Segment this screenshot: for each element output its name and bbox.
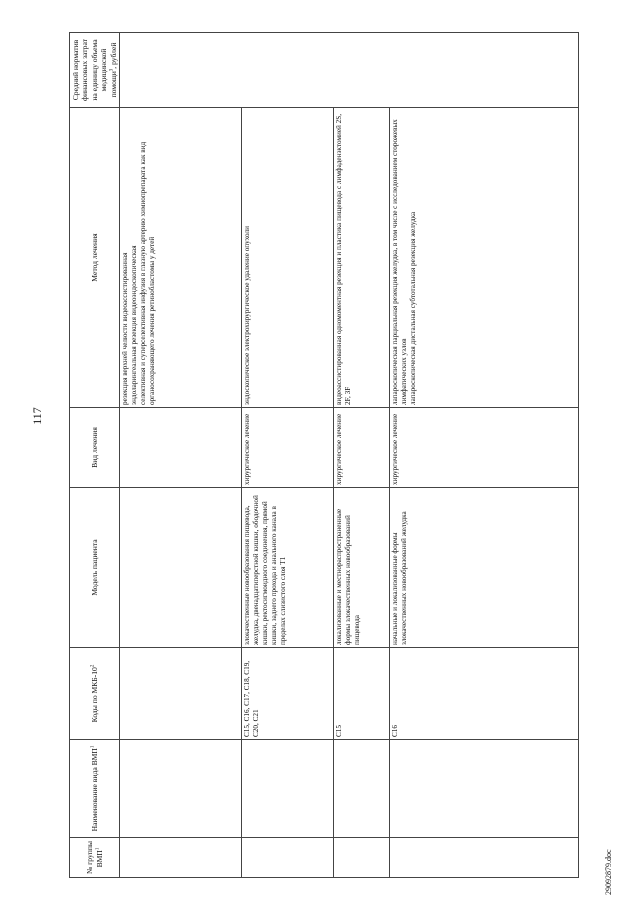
- table-row: [242, 33, 334, 878]
- footer-document-code: 29092879.doc: [604, 849, 613, 895]
- cell-method: [390, 108, 579, 408]
- header-group-number: № группы ВМП$^1$: [70, 838, 120, 878]
- treatment-table: [69, 32, 579, 878]
- cell-method: [334, 108, 390, 408]
- header-vmp-name: Наименование вида ВМП$^1$: [70, 740, 120, 838]
- header-treatment-method: Метод лечения: [70, 108, 120, 408]
- method-line: эндоскопическое электрохирургическое удаление опухоли: [243, 226, 252, 405]
- method-line: резекция верхней челюсти видеоассистированная: [121, 252, 130, 405]
- cell-model: [120, 488, 242, 648]
- cell-icd: C15, C16, C17, C18, C19, C20, C21: [242, 648, 334, 740]
- rotated-table-container: [69, 33, 579, 878]
- cell-group-number: [242, 838, 334, 878]
- header-cost-norm: Средний норматив финансовых затрат на единицу объема медицинской помощи$^3$, рублей: [70, 33, 120, 108]
- cell-model: злокачественные новообразования пищевода, желудка, двенадцатиперстной кишки, ободочной кишки, ректосигмоидного соединения, прямой кишки, заднего прохода и анального канала в пределах слизистого слоя T1: [242, 488, 334, 648]
- cell-type: хирургическое лечение: [334, 408, 390, 488]
- cell-model: начальные и локализованные формы злокачественных новообразований желудка: [390, 488, 579, 648]
- cell-method: [242, 108, 334, 408]
- method-line: селективная и суперселективная инфузия в глазную артерию химиопрепарата как вид органосохраняющего лечения ретинобластомы у детей: [139, 141, 157, 405]
- cell-model: локализованные и местнораспространенные формы злокачественных новообразований пищевода: [334, 488, 390, 648]
- cell-icd: [120, 648, 242, 740]
- page-number: 117: [30, 407, 44, 425]
- table-row: [120, 33, 242, 878]
- header-treatment-type: Вид лечения: [70, 408, 120, 488]
- table-row: [390, 33, 579, 878]
- table-header-row: [70, 33, 120, 878]
- header-icd-codes: Коды по МКБ-$10^2$: [70, 648, 120, 740]
- cell-vmp-name: [390, 740, 579, 838]
- cell-vmp-name: [242, 740, 334, 838]
- table-row: [334, 33, 390, 878]
- cell-method: [120, 108, 242, 408]
- method-line: лапароскопическая парциальная резекция желудка, в том числе с исследованием сторожевых лимфатических узлов: [391, 119, 409, 405]
- cell-type: хирургическое лечение: [390, 408, 579, 488]
- cell-vmp-name: [120, 740, 242, 838]
- cell-group-number: [390, 838, 579, 878]
- cell-icd: C16: [390, 648, 579, 740]
- cell-cost: [120, 33, 579, 108]
- cell-type: [120, 408, 242, 488]
- method-line: видеоассистированная одномоментная резекция и пластика пищевода с лимфаденэктомией 2S, 2F, 3F: [335, 113, 353, 405]
- cell-vmp-name: [334, 740, 390, 838]
- cell-group-number: [120, 838, 242, 878]
- cell-group-number: [334, 838, 390, 878]
- header-patient-model: Модель пациента: [70, 488, 120, 648]
- cell-icd: C15: [334, 648, 390, 740]
- cell-type: хирургическое лечение: [242, 408, 334, 488]
- method-line: лапароскопическая дистальная субтотальная резекция желудка: [409, 211, 418, 405]
- method-line: эндоларингеальная резекция видеоэндоскопическая: [130, 245, 139, 405]
